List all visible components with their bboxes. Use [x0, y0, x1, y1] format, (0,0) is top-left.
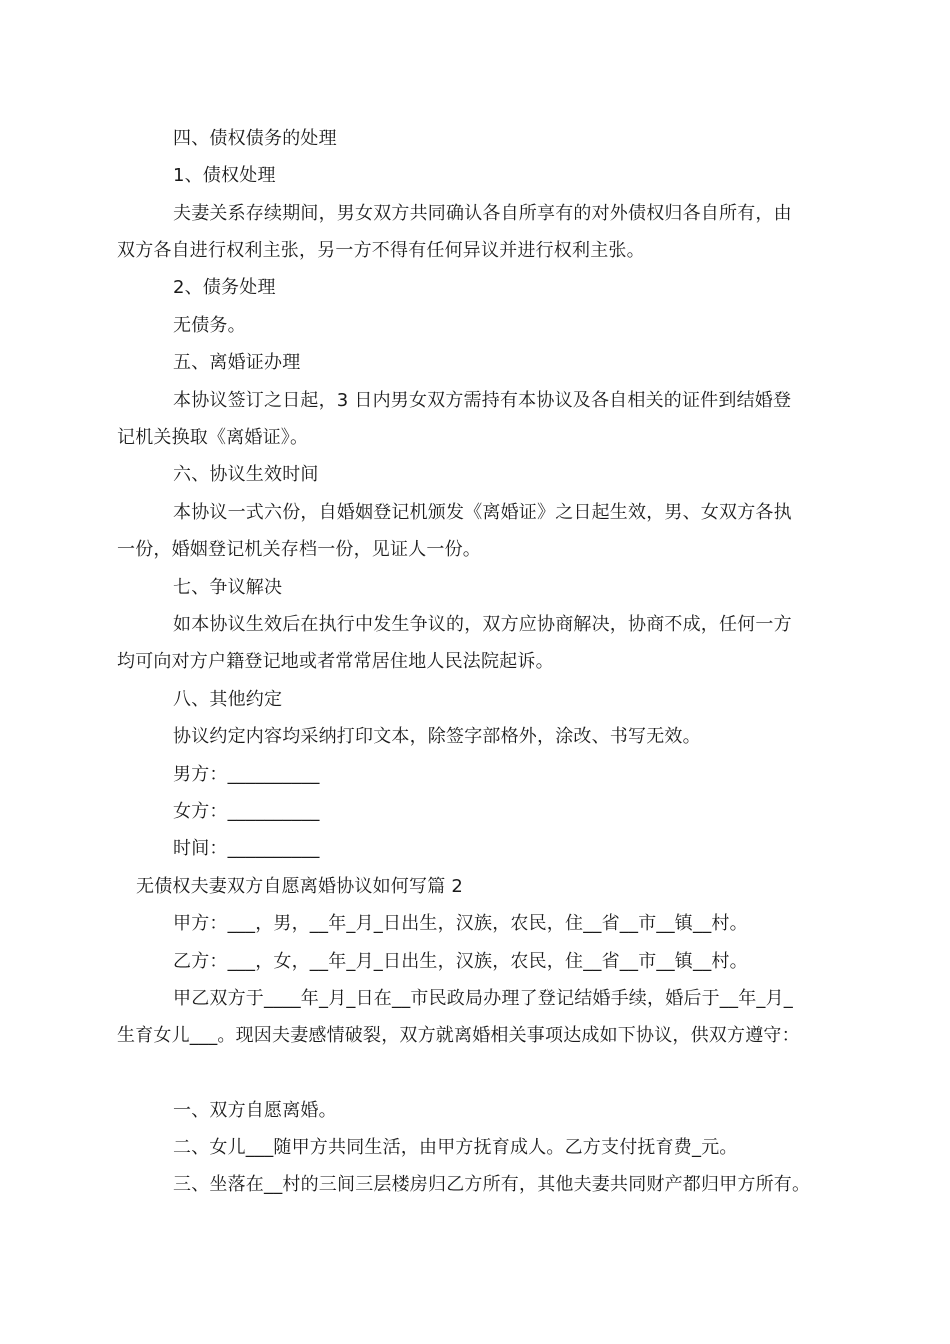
signature-line-female: 女方：__________: [173, 801, 320, 822]
paragraph-effective-line-2: 一份，婚姻登记机关存档一份，见证人一份。: [117, 539, 481, 560]
paragraph-credit-line-2: 双方各自进行权利主张，另一方不得有任何异议并进行权利主张。: [117, 240, 645, 261]
paragraph-no-debt: 无债务。: [173, 315, 246, 336]
clause-two: 二、女儿___随甲方共同生活，由甲方抚育成人。乙方支付抚育费_元。: [173, 1137, 738, 1158]
signature-line-date: 时间：__________: [173, 838, 320, 859]
clause-three: 三、坐落在__村的三间三层楼房归乙方所有，其他夫妻共同财产都归甲方所有。: [173, 1174, 811, 1195]
section-heading-effective-time: 六、协议生效时间: [173, 464, 319, 485]
signature-line-male: 男方：__________: [173, 764, 320, 785]
paragraph-marriage-line-2: 生育女儿___。现因夫妻感情破裂，双方就离婚相关事项达成如下协议，供双方遵守：: [117, 1025, 800, 1046]
party-a-info: 甲方：___，男，__年_月_日出生，汉族，农民，住__省__市__镇__村。: [173, 913, 748, 934]
paragraph-credit-line-1: 夫妻关系存续期间，男女双方共同确认各自所享有的对外债权归各自所有，由: [173, 203, 792, 224]
section-heading-certificate: 五、离婚证办理: [173, 352, 301, 373]
paragraph-certificate-line-2: 记机关换取《离婚证》。: [117, 427, 309, 448]
article-title-part-2: 无债权夫妻双方自愿离婚协议如何写篇 2: [136, 876, 463, 897]
paragraph-dispute-line-2: 均可向对方户籍登记地或者常常居住地人民法院起诉。: [117, 651, 554, 672]
subheading-credit: 1、债权处理: [173, 165, 276, 186]
section-heading-debts: 四、债权债务的处理: [173, 128, 337, 149]
section-heading-dispute: 七、争议解决: [173, 577, 283, 598]
party-b-info: 乙方：___，女，__年_月_日出生，汉族，农民，住__省__市__镇__村。: [173, 951, 748, 972]
subheading-debt: 2、债务处理: [173, 277, 276, 298]
paragraph-other: 协议约定内容均采纳打印文本，除签字部格外，涂改、书写无效。: [173, 726, 701, 747]
paragraph-dispute-line-1: 如本协议生效后在执行中发生争议的，双方应协商解决，协商不成，任何一方: [173, 614, 792, 635]
paragraph-effective-line-1: 本协议一式六份，自婚姻登记机颁发《离婚证》之日起生效，男、女双方各执: [173, 502, 792, 523]
paragraph-marriage-line-1: 甲乙双方于____年_月_日在__市民政局办理了登记结婚手续，婚后于__年_月_: [173, 988, 793, 1009]
section-heading-other: 八、其他约定: [173, 689, 283, 710]
clause-one: 一、双方自愿离婚。: [173, 1100, 337, 1121]
paragraph-certificate-line-1: 本协议签订之日起，3 日内男女双方需持有本协议及各自相关的证件到结婚登: [173, 390, 792, 411]
